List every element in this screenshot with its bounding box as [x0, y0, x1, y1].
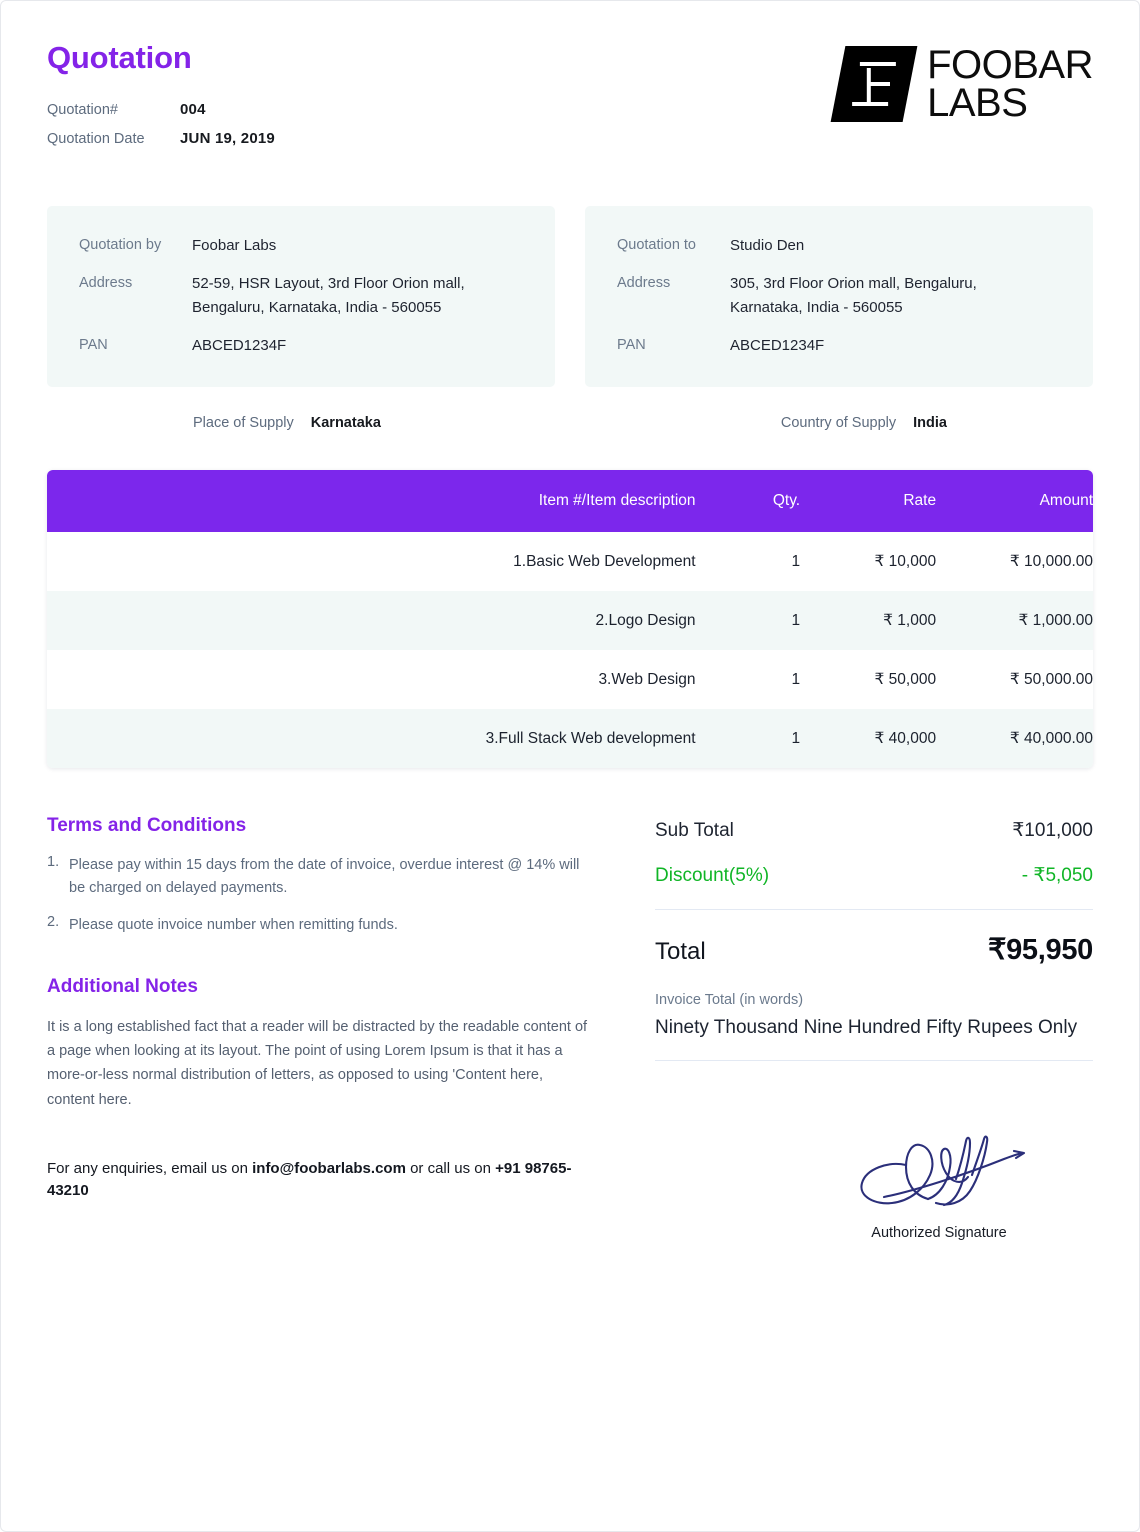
quotation-by-address-line-2: Bengaluru, Karnataka, India - 560055: [192, 298, 442, 316]
quotation-by-address-label: Address: [79, 275, 133, 292]
list-item: [47, 914, 593, 937]
quotation-by-value: Foobar Labs: [192, 237, 277, 255]
quotation-to-value: Studio Den: [730, 237, 805, 255]
terms-and-notes-column: [47, 815, 593, 1241]
quotation-number-label: Quotation#: [47, 102, 118, 119]
grand-total-value: ₹95,950: [987, 934, 1093, 967]
item-description: Web Design: [611, 670, 696, 688]
quotation-to-card: [585, 206, 1093, 387]
quotation-to-name-row: [617, 234, 1061, 257]
table-body: [47, 532, 1093, 768]
party-details: [47, 206, 1093, 387]
cell-rate: ₹ 1,000: [800, 591, 936, 650]
quotation-sheet: [1, 1, 1139, 1241]
total-in-words-value: Ninety Thousand Nine Hundred Fifty Rupees Only: [655, 1017, 1078, 1039]
subtotal-value: ₹101,000: [1012, 820, 1093, 842]
cell-rate: ₹ 40,000: [800, 709, 936, 768]
quotation-by-pan-row: [79, 334, 523, 357]
line-items-table: [47, 470, 1093, 768]
term-text: Please quote invoice number when remitting funds.: [69, 916, 398, 933]
logo-wordmark: [927, 43, 1093, 125]
quotation-number-value: 004: [180, 101, 206, 119]
quotation-to-pan-value: ABCED1234F: [730, 336, 825, 354]
quotation-by-pan-value: ABCED1234F: [192, 336, 287, 354]
item-description: Full Stack Web development: [498, 729, 696, 747]
foobar-f-mark-icon: [831, 46, 918, 122]
item-number: 3.: [485, 729, 499, 747]
supply-details: [47, 415, 1093, 431]
quotation-to-address-label: Address: [617, 275, 671, 292]
subtotal-label: Sub Total: [655, 820, 734, 842]
quotation-by-pan-label: PAN: [79, 336, 108, 353]
cell-description: [47, 709, 696, 768]
enquiry-text: [47, 1158, 593, 1204]
column-header-description: Item #/Item description: [47, 470, 696, 532]
cell-amount: ₹ 1,000.00: [936, 591, 1093, 650]
quotation-date-label: Quotation Date: [47, 131, 145, 148]
cell-description: [47, 650, 696, 709]
place-of-supply: [193, 415, 381, 431]
cell-qty: 1: [696, 650, 801, 709]
quotation-by-address-line-1: 52-59, HSR Layout, 3rd Floor Orion mall,: [192, 275, 465, 293]
item-description: Basic Web Development: [526, 552, 696, 570]
enquiry-prefix: For any enquiries, email us on: [47, 1159, 253, 1177]
signature-block: [799, 1129, 1079, 1241]
quotation-number-row: [47, 101, 275, 118]
item-number: 2.: [595, 611, 609, 629]
quotation-to-label: Quotation to: [617, 237, 696, 254]
enquiry-phone[interactable]: +91 98765-43210: [47, 1159, 572, 1200]
item-description: Logo Design: [608, 611, 696, 629]
document-footer-sections: [47, 815, 1093, 1241]
signature-caption: Authorized Signature: [871, 1225, 1007, 1242]
page-title: Quotation: [47, 40, 192, 75]
signature-image: [844, 1129, 1034, 1219]
quotation-by-label: Quotation by: [79, 237, 162, 254]
table-row: [47, 591, 1093, 650]
subtotal-row: [655, 819, 1093, 842]
document-header: [47, 41, 1093, 159]
cell-qty: 1: [696, 532, 801, 591]
logo-line-1: FOOBAR: [927, 43, 1093, 87]
quotation-by-address-row: [79, 272, 523, 319]
logo-line-2: LABS: [927, 81, 1028, 125]
cell-amount: ₹ 40,000.00: [936, 709, 1093, 768]
totals-column: [655, 815, 1093, 1241]
grand-total-row: [655, 932, 1093, 967]
cell-qty: 1: [696, 709, 801, 768]
quotation-to-address-row: [617, 272, 1061, 319]
quotation-date-value: JUN 19, 2019: [180, 130, 275, 148]
table-row: [47, 709, 1093, 768]
place-of-supply-label: Place of Supply: [193, 415, 294, 432]
cell-amount: ₹ 10,000.00: [936, 532, 1093, 591]
notes-heading: Additional Notes: [47, 976, 198, 998]
table-row: [47, 532, 1093, 591]
quotation-to-address-line-1: 305, 3rd Floor Orion mall, Bengaluru,: [730, 275, 977, 293]
discount-label: Discount(5%): [655, 865, 770, 887]
company-logo: [838, 43, 1093, 125]
term-number: 1.: [47, 854, 60, 871]
discount-value: - ₹5,050: [1021, 865, 1093, 887]
country-of-supply: [781, 415, 947, 431]
cell-description: [47, 532, 696, 591]
item-number: 3.: [598, 670, 612, 688]
quotation-to-pan-row: [617, 334, 1061, 357]
column-header-amount: Amount: [936, 470, 1093, 532]
column-header-rate: Rate: [800, 470, 936, 532]
header-meta-block: [47, 41, 275, 159]
country-of-supply-value: India: [913, 415, 947, 432]
quotation-by-card: [47, 206, 555, 387]
item-number: 1.: [513, 552, 527, 570]
cell-qty: 1: [696, 591, 801, 650]
quotation-by-name-row: [79, 234, 523, 257]
cell-description: [47, 591, 696, 650]
term-number: 2.: [47, 913, 60, 930]
words-divider: [655, 1060, 1093, 1061]
quotation-to-address-line-2: Karnataka, India - 560055: [730, 298, 903, 316]
totals-divider: [655, 909, 1093, 910]
country-of-supply-label: Country of Supply: [780, 415, 897, 432]
cell-rate: ₹ 50,000: [800, 650, 936, 709]
total-in-words-label: Invoice Total (in words): [655, 992, 804, 1009]
cell-amount: ₹ 50,000.00: [936, 650, 1093, 709]
quotation-to-address-value: [730, 272, 977, 319]
discount-row: [655, 864, 1093, 887]
grand-total-label: Total: [655, 938, 706, 966]
list-item: [47, 854, 593, 900]
term-text: Please pay within 15 days from the date of invoice, overdue interest @ 14% will be charged on delayed payments.: [69, 857, 580, 896]
enquiry-middle: or call us on: [405, 1159, 496, 1177]
cell-rate: ₹ 10,000: [800, 532, 936, 591]
place-of-supply-value: Karnataka: [310, 415, 381, 432]
terms-heading: Terms and Conditions: [47, 815, 247, 837]
table-header-row: [47, 470, 1093, 532]
quotation-date-row: [47, 130, 275, 147]
quotation-to-pan-label: PAN: [617, 336, 646, 353]
enquiry-email[interactable]: info@foobarlabs.com: [252, 1159, 406, 1177]
terms-list: [47, 854, 593, 936]
column-header-qty: Qty.: [696, 470, 801, 532]
quotation-by-address-value: [192, 272, 465, 319]
notes-body: It is a long established fact that a reader will be distracted by the readable content of a page when looking at its layout. The point of using Lorem Ipsum is that it has a more-or-less normal distribution of letters, as opposed to using 'Content here, content here.: [47, 1019, 588, 1108]
table-row: [47, 650, 1093, 709]
